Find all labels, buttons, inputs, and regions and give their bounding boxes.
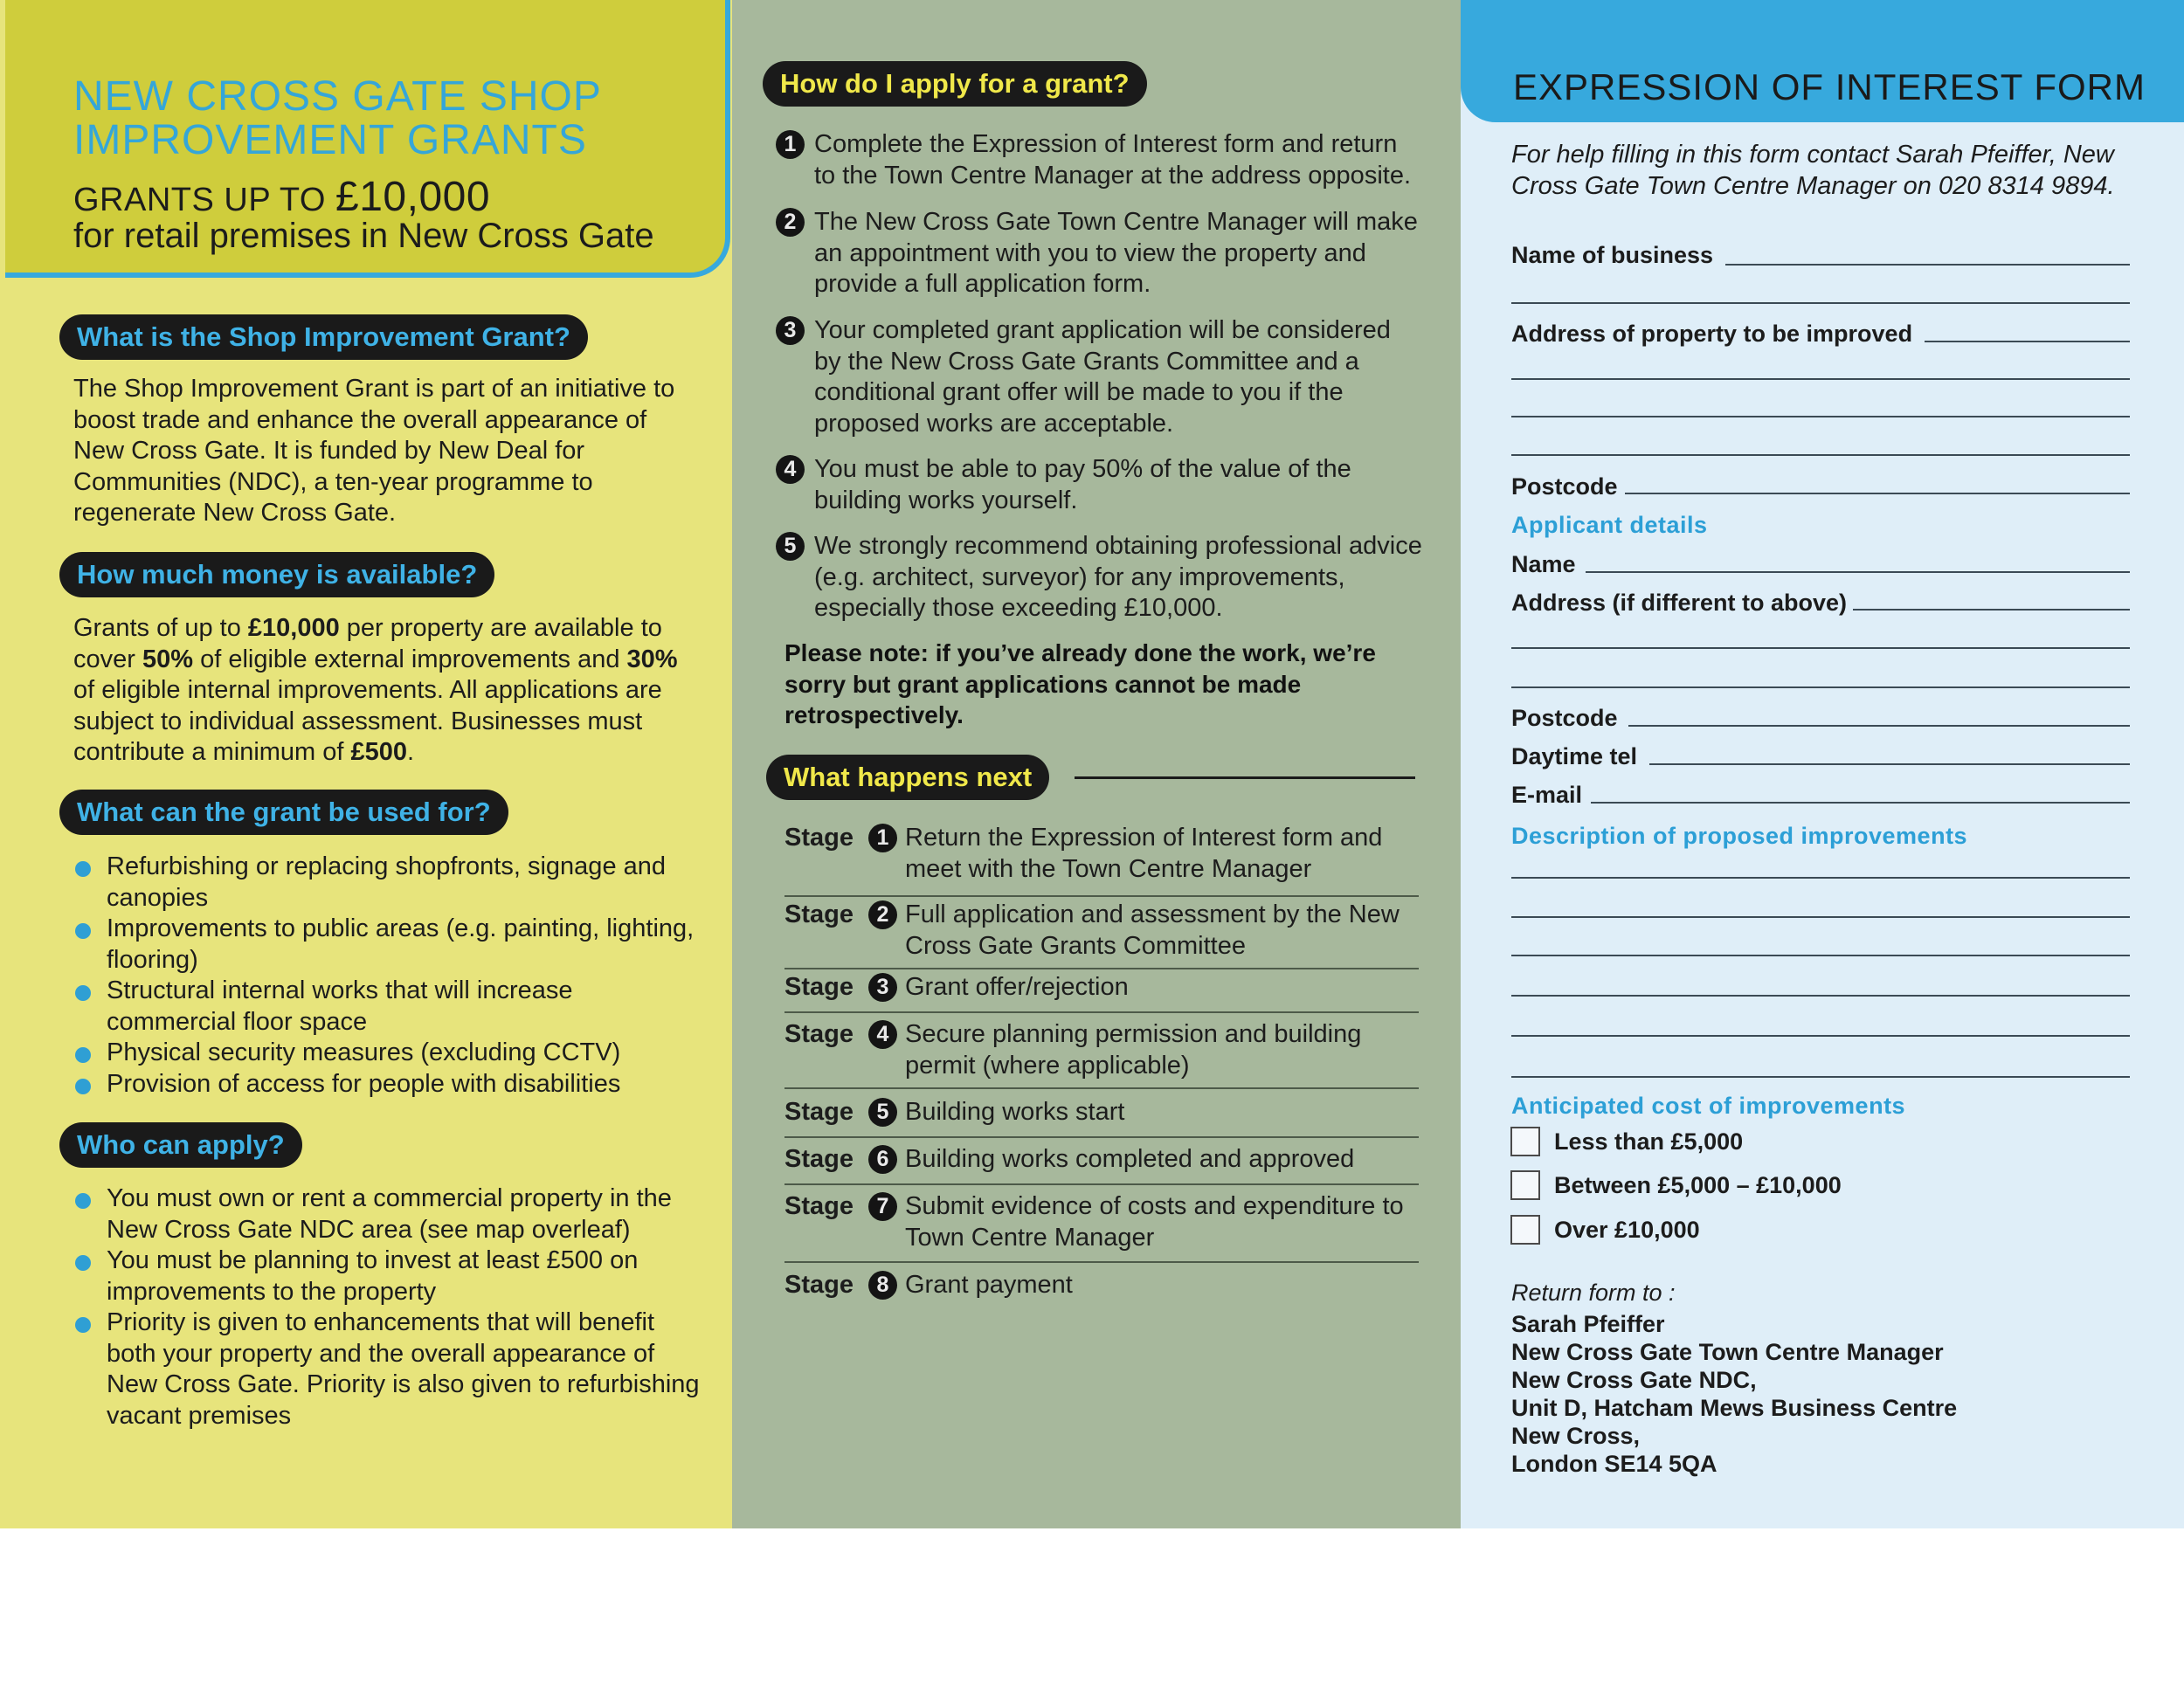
description-field[interactable]: [1511, 877, 2130, 879]
applicant-details-heading: Applicant details: [1511, 512, 1708, 538]
grant-amount-subtitle: [73, 173, 490, 221]
used-list: [73, 852, 702, 1100]
daytime-tel-field[interactable]: [1649, 763, 2130, 765]
list-item: You must be planning to invest at least £500 on improvements to the property: [73, 1245, 702, 1307]
subtitle-line: for retail premises in New Cross Gate: [73, 217, 654, 255]
list-item: Priority is given to enhancements that will benefit both your property and the overall appearance of New Cross Gate. Priority is also given to refurbishing vacant premises: [73, 1307, 702, 1431]
stage-row: Stage 6 Building works completed and approved: [784, 1144, 1419, 1185]
stage-row: Stage 7 Submit evidence of costs and expenditure to Town Centre Manager: [784, 1191, 1419, 1263]
retrospective-note: Please note: if you’ve already done the work, we’re sorry but grant applications cannot be made retrospectively.: [784, 639, 1376, 728]
stage-number-icon: 4: [868, 1020, 897, 1049]
email-field[interactable]: [1591, 802, 2130, 804]
stage-row: Stage 5 Building works start: [784, 1097, 1419, 1138]
stage-number-icon: 7: [868, 1192, 897, 1221]
business-name-field[interactable]: [1725, 264, 2130, 266]
applicant-postcode-field[interactable]: [1628, 725, 2130, 727]
stage-number-icon: 5: [868, 1098, 897, 1127]
form-help-text: For help filling in this form contact Sarah Pfeiffer, New Cross Gate Town Centre Manager on 020 8314 9894.: [1511, 141, 2115, 200]
apply-step: 5 We strongly recommend obtaining professional advice (e.g. architect, surveyor) for any improvements, especially those exceeding £10,000.: [776, 531, 1422, 624]
subtitle-prefix: GRANTS UP TO: [73, 182, 326, 218]
return-address-line: New Cross Gate Town Centre Manager: [1511, 1339, 1944, 1365]
name-field[interactable]: [1586, 571, 2130, 573]
cost-option-label: Between £5,000 – £10,000: [1554, 1172, 1842, 1198]
list-item: Physical security measures (excluding CCTV): [73, 1038, 702, 1069]
form-title: EXPRESSION OF INTEREST FORM: [1513, 66, 2146, 107]
email-label: E-mail: [1511, 782, 1583, 808]
apply-step: 3 Your completed grant application will be considered by the New Cross Gate Grants Committee and a conditional grant offer will be made to you if the proposed works are acceptable.: [776, 315, 1422, 439]
description-field-line2[interactable]: [1511, 916, 2130, 918]
applicant-address-label: Address (if different to above): [1511, 590, 1848, 616]
apply-step: 4 You must be able to pay 50% of the value of the building works yourself.: [776, 454, 1422, 516]
who-list: [73, 1183, 702, 1431]
who-heading: Who can apply?: [59, 1122, 302, 1168]
stage-row: Stage 2 Full application and assessment by the New Cross Gate Grants Committee: [784, 900, 1419, 969]
apply-heading: How do I apply for a grant?: [763, 61, 1147, 107]
money-text: Grants of up to £10,000 per property are available to cover 50% of eligible external improvements and 30% of eligible internal improvements. All applications are subject to individual assessment. Businesses must contribute a minimum of £500.: [73, 614, 678, 766]
postcode-label: Postcode: [1511, 473, 1618, 500]
what-text: The Shop Improvement Grant is part of an initiative to boost trade and enhance the overall appearance of New Cross Gate. It is funded by New Deal for Communities (NDC), a ten-year programme to regenerate New Cross Gate.: [73, 375, 675, 527]
stage-row: Stage 8 Grant payment: [784, 1271, 1073, 1299]
description-field-line3[interactable]: [1511, 955, 2130, 956]
used-heading: What can the grant be used for?: [59, 790, 508, 835]
page-title: NEW CROSS GATE SHOP IMPROVEMENT GRANTS: [73, 73, 601, 163]
property-address-field-line3[interactable]: [1511, 416, 2130, 417]
stage-number-icon: 6: [868, 1145, 897, 1174]
description-field-line4[interactable]: [1511, 995, 2130, 997]
name-label: Name: [1511, 551, 1576, 577]
return-address-line: Unit D, Hatcham Mews Business Centre: [1511, 1395, 1958, 1421]
list-item: Structural internal works that will increase commercial floor space: [73, 976, 702, 1038]
stage-number-icon: 8: [868, 1271, 897, 1300]
return-address-line: New Cross Gate NDC,: [1511, 1367, 1757, 1393]
postcode-field[interactable]: [1625, 493, 2130, 494]
property-address-field-line2[interactable]: [1511, 378, 2130, 380]
step-number-icon: 1: [776, 130, 805, 159]
property-address-label: Address of property to be improved: [1511, 321, 1913, 347]
business-name-label: Name of business: [1511, 242, 1714, 268]
apply-step: 1 Complete the Expression of Interest form and return to the Town Centre Manager at the address opposite.: [776, 129, 1422, 191]
cost-checkbox-less-5000[interactable]: [1510, 1127, 1540, 1156]
cost-heading: Anticipated cost of improvements: [1511, 1093, 1906, 1119]
stage-row: Stage 4 Secure planning permission and building permit (where applicable): [784, 1019, 1419, 1089]
applicant-address-field-line2[interactable]: [1511, 647, 2130, 649]
cost-checkbox-5000-10000[interactable]: [1510, 1170, 1540, 1200]
step-number-icon: 5: [776, 532, 805, 561]
stage-row: Stage 1 Return the Expression of Interest form and meet with the Town Centre Manager: [784, 823, 1419, 897]
subtitle-amount: £10,000: [335, 174, 491, 220]
what-heading: What is the Shop Improvement Grant?: [59, 314, 588, 360]
list-item: Improvements to public areas (e.g. painting, lighting, flooring): [73, 914, 702, 976]
property-address-field[interactable]: [1925, 341, 2130, 342]
return-address-line: New Cross,: [1511, 1423, 1641, 1449]
description-field-line5[interactable]: [1511, 1035, 2130, 1037]
next-heading: What happens next: [766, 755, 1049, 800]
description-field-line6[interactable]: [1511, 1076, 2130, 1078]
list-item: You must own or rent a commercial property in the New Cross Gate NDC area (see map overleaf): [73, 1183, 702, 1245]
list-item: Refurbishing or replacing shopfronts, signage and canopies: [73, 852, 702, 914]
stage-row: Stage 3 Grant offer/rejection: [784, 972, 1419, 1013]
stage-number-icon: 3: [868, 973, 897, 1002]
applicant-postcode-label: Postcode: [1511, 705, 1618, 731]
step-number-icon: 2: [776, 208, 805, 237]
stage-number-icon: 2: [868, 900, 897, 929]
apply-step: 2 The New Cross Gate Town Centre Manager will make an appointment with you to view the property and provide a full application form.: [776, 207, 1422, 300]
return-address-line: Sarah Pfeiffer: [1511, 1311, 1665, 1337]
property-address-field-line4[interactable]: [1511, 454, 2130, 456]
cost-option-label: Less than £5,000: [1554, 1128, 1744, 1155]
cost-option-label: Over £10,000: [1554, 1217, 1700, 1243]
step-number-icon: 3: [776, 316, 805, 345]
return-address-line: London SE14 5QA: [1511, 1451, 1717, 1477]
applicant-address-field[interactable]: [1853, 609, 2130, 611]
cost-checkbox-over-10000[interactable]: [1510, 1215, 1540, 1245]
return-title: Return form to :: [1511, 1280, 1676, 1306]
heading-rule: [1075, 776, 1415, 779]
money-heading: How much money is available?: [59, 552, 494, 597]
stage-number-icon: 1: [868, 824, 897, 852]
applicant-address-field-line3[interactable]: [1511, 686, 2130, 688]
business-name-field-line2[interactable]: [1511, 302, 2130, 304]
description-heading: Description of proposed improvements: [1511, 823, 1968, 849]
list-item: Provision of access for people with disabilities: [73, 1069, 702, 1100]
daytime-tel-label: Daytime tel: [1511, 743, 1638, 769]
step-number-icon: 4: [776, 455, 805, 484]
